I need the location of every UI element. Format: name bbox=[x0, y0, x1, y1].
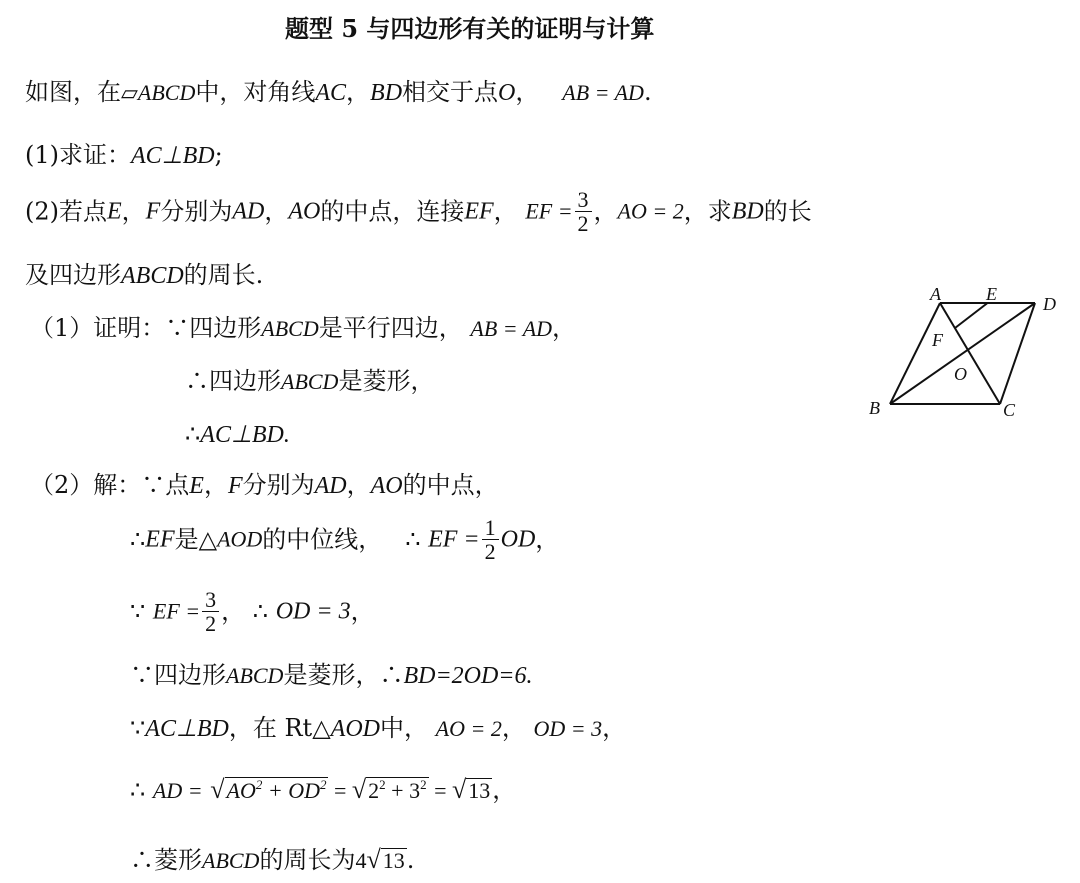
label-C: C bbox=[1003, 400, 1016, 420]
solution-step-5: ∴EF是△AOD的中位线， ∴ EF = $\frac{1}{2}$ OD， bbox=[130, 515, 560, 565]
sqrt-radicand-3: 13 bbox=[468, 778, 491, 803]
sqrt-radicand-2: $2^2 + 3^2$ bbox=[368, 777, 427, 803]
label-D: D bbox=[1043, 294, 1056, 314]
solution-step-7: ∵四边形ABCD是菱形，∴BD=2OD=6. bbox=[130, 661, 533, 689]
segment-EF bbox=[955, 303, 988, 328]
solution-step-3: ∴AC⊥BD. bbox=[185, 420, 290, 448]
segment-BD bbox=[890, 303, 1035, 404]
fraction-3-2-b: $\frac{3}{2}$ bbox=[202, 588, 219, 635]
question-1: (1)求证：AC⊥BD; bbox=[25, 141, 223, 169]
solution-step-2: ∴四边形ABCD是菱形， bbox=[185, 367, 435, 395]
solution-step-6: ∵ EF = $\frac{3}{2}$ ， ∴ OD = 3， bbox=[130, 587, 375, 637]
label-O: O bbox=[954, 364, 967, 384]
segment-CD bbox=[1000, 303, 1035, 404]
question-2: (2)若点E，F分别为AD，AO的中点，连接EF， EF = $\frac{3}{2}$ ，AO = 2，求BD的长 bbox=[25, 187, 812, 237]
label-F: F bbox=[932, 330, 943, 350]
solution-step-8: ∵AC⊥BD，在 Rt△AOD中， AO = 2， OD = 3， bbox=[130, 714, 627, 742]
sqrt-13: 13 bbox=[382, 848, 405, 873]
label-B: B bbox=[869, 398, 880, 418]
solution-step-10: ∴菱形ABCD的周长为4√13. bbox=[130, 845, 415, 874]
label-E: E bbox=[986, 284, 997, 304]
question-2-continued: 及四边形ABCD的周长. bbox=[25, 261, 264, 289]
fraction-1-2: $\frac{1}{2}$ bbox=[482, 516, 499, 563]
segment-AB bbox=[890, 303, 940, 404]
rhombus-figure bbox=[860, 280, 1080, 425]
problem-intro: 如图，在▱ABCD中，对角线AC，BD相交于点O， AB = AD. bbox=[25, 78, 652, 106]
solution-step-1: （1）证明：∵四边形ABCD是平行四边， AB = AD， bbox=[30, 314, 577, 342]
sqrt-radicand-1: $AO^2 + OD^2$ bbox=[226, 777, 327, 803]
label-A: A bbox=[930, 284, 941, 304]
fraction-3-2: $\frac{3}{2}$ bbox=[575, 188, 592, 235]
solution-step-9: ∴ AD = $√AO^2 + OD^2 = √2^2 + 3^2 = √13$， bbox=[130, 775, 517, 804]
page-title: 题型 5 与四边形有关的证明与计算 bbox=[285, 14, 655, 43]
segment-AC bbox=[940, 303, 1000, 404]
solution-step-4: （2）解：∵点E，F分别为AD，AO的中点， bbox=[30, 471, 499, 499]
